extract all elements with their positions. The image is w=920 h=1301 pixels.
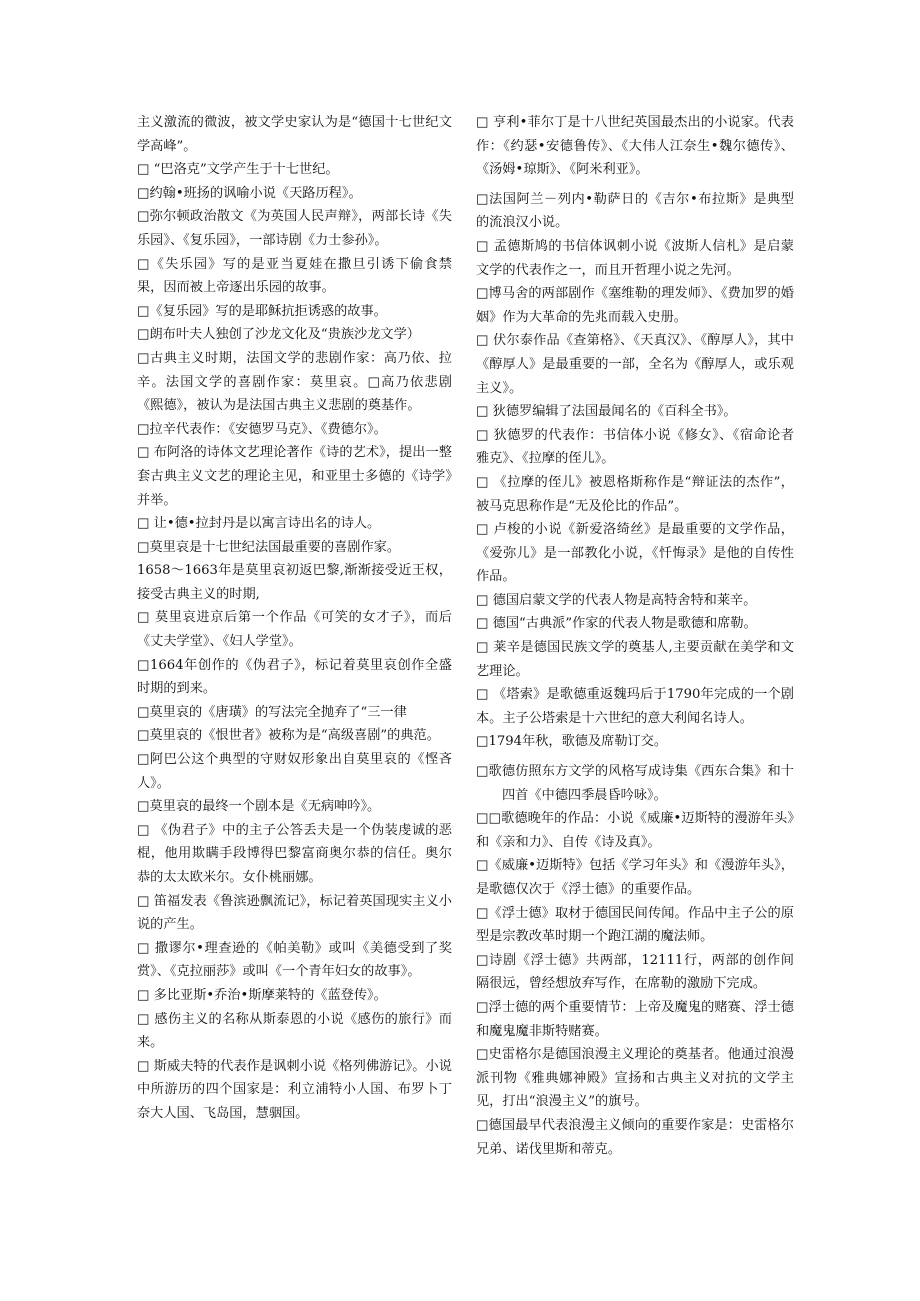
paragraph: □ “巴洛克”文学产生于十七世纪。 [137,162,339,178]
paragraph: □ 《拉摩的侄儿》被恩格斯称作是“辩证法的杰作”，被马克思称作是“无及伦比的作品”。 [476,474,794,514]
paragraph: □朗布叶夫人独创了沙龙文化及“贵族沙龙文学） [137,327,420,343]
paragraph: □1794年秋，歌德及席勒订交。 [476,734,668,750]
paragraph: □ 亨利•菲尔丁是十八世纪英国最杰出的小说家。代表作：《约瑟•安德鲁传》、《大伟人江奈生•魏尔德传》、《汤姆•琼斯》、《阿米利亚》。 [476,115,794,178]
paragraph: □ 德国启蒙文学的代表人物是高特舍特和莱辛。 [476,592,757,608]
paragraph: □ 孟德斯鸠的书信体讽刺小说《波斯人信札》是启蒙文学的代表作之一，而且开哲理小说之先河。 [476,238,794,278]
paragraph: 1658～1663年是莫里哀初返巴黎,渐渐接受近王权，接受古典主义的时期, [137,563,452,602]
paragraph: □史雷格尔是德国浪漫主义理论的奠基者。他通过浪漫派刊物《雅典娜神殿》宣扬和古典主义对抗的文学主见，打出“浪漫主义”的旗号。 [476,1047,794,1110]
paragraph: □ 笛福发表《鲁滨逊飘流记》，标记着英国现实主义小说的产生。 [137,893,452,933]
paragraph: □莫里哀的最终一个剧本是《无病呻吟》。 [137,799,381,815]
paragraph: □拉辛代表作：《安德罗马克》、《费德尔》。 [137,421,387,437]
paragraph: □ 狄德罗的代表作：书信体小说《修女》、《宿命论者雅克》、《拉摩的侄儿》。 [476,427,794,467]
paragraph: □ 《塔索》是歌德重返魏玛后于1790年完成的一个剧本。主子公塔索是十六世纪的意大利闻名诗人。 [476,687,794,726]
paragraph: □ 狄德罗编辑了法国最闻名的《百科全书》。 [476,404,737,420]
paragraph: □莫里哀是十七世纪法国最重要的喜剧作家。 [137,539,401,555]
paragraph: □ 伏尔泰作品《查第格》、《天真汉》、《醇厚人》，其中《醇厚人》是最重要的一部，全名为《醇厚人，或乐观主义》。 [476,333,794,396]
paragraph: □ 德国“古典派”作家的代表人物是歌德和席勒。 [476,616,757,632]
paragraph: □ 莫里哀进京后第一个作品《可笑的女才子》，而后《丈夫学堂》、《妇人学堂》。 [137,610,452,650]
paragraph: □ 莱辛是德国民族文学的奠基人,主要贡献在美学和文艺理论。 [476,640,794,679]
paragraph: □法国阿兰－列内•勒萨日的《吉尔•布拉斯》是典型的流浪汉小说。 [476,191,794,231]
paragraph: □ 斯威夫特的代表作是讽刺小说《格列佛游记》。小说中所游历的四个国家是：利立浦特小人国、布罗卜丁奈大人国、飞岛国，慧骃国。 [137,1058,452,1121]
paragraph: □《失乐园》写的是亚当夏娃在撒旦引诱下偷食禁果，因而被上帝逐出乐园的故事。 [137,256,452,296]
paragraph: □《浮士德》取材于德国民间传闻。作品中主子公的原型是宗教改革时期一个跑江湖的魔法师。 [476,905,794,945]
paragraph: □约翰•班扬的讽喻小说《天路历程》。 [137,185,362,201]
paragraph: □莫里哀的《恨世者》被称为是“高级喜剧”的典范。 [137,728,440,744]
paragraph: □□歌德晚年的作品：小说《威廉•迈斯特的漫游年头》和《亲和力》、自传《诗及真》。 [476,811,794,850]
paragraph: □浮士德的两个重要情节：上帝及魔鬼的赌赛、浮士德和魔鬼魔非斯特赌赛。 [476,999,794,1039]
paragraph: □歌德仿照东方文学的风格写成诗集《西东合集》和十四首《中德四季晨昏吟咏》。 [476,764,794,803]
paragraph: □博马舍的两部剧作《塞维勒的理发师》、《费加罗的婚姻》作为大革命的先兆而载入史册。 [476,286,794,325]
paragraph: □ 卢梭的小说《新爱洛绮丝》是最重要的文学作品，《爱弥儿》是一部教化小说，《忏悔录》是他的自传性作品。 [476,522,794,585]
paragraph: □莫里哀的《唐璜》的写法完全抛弃了“三一律 [137,704,407,720]
paragraph: □《威廉•迈斯特》包括《学习年头》和《漫游年头》，是歌德仅次于《浮士德》的重要作品。 [476,858,794,897]
paragraph: □ 多比亚斯•乔治•斯摩莱特的《蓝登传》。 [137,987,387,1003]
left-column [137,111,452,1126]
paragraph: □《复乐园》写的是耶稣抗拒诱惑的故事。 [137,303,387,319]
paragraph: □ 让•德•拉封丹是以寓言诗出名的诗人。 [137,516,381,532]
paragraph: □ 感伤主义的名称从斯泰恩的小说《感伤的旅行》而来。 [137,1011,452,1051]
paragraph: □ 撒谬尔•理查逊的《帕美勒》或叫《美德受到了奖赏》、《克拉丽莎》或叫《一个青年妇女的故事》。 [137,940,452,980]
paragraph: □古典主义时期，法国文学的悲剧作家：高乃依、拉辛。法国文学的喜剧作家：莫里哀。□高乃依悲剧《熙德》，被认为是法国古典主义悲剧的奠基作。 [137,350,452,414]
paragraph: 主义激流的微波，被文学史家认为是“德国十七世纪文学高峰”。 [137,115,452,154]
paragraph: □阿巴公这个典型的守财奴形象出自莫里哀的《悭吝人》。 [137,752,452,791]
paragraph: □1664年创作的《伪君子》，标记着莫里哀创作全盛时期的到来。 [137,657,452,697]
paragraph: □德国最早代表浪漫主义倾向的重要作家是：史雷格尔兄弟、诺伐里斯和蒂克。 [476,1117,794,1157]
paragraph: □ 布阿洛的诗体文艺理论著作《诗的艺术》，提出一整套古典主义文艺的理论主见，和亚里士多德的《诗学》并举。 [137,445,452,508]
paragraph: □诗剧《浮士德》共两部，12111行，两部的创作间隔很远，曾经想放弃写作，在席勒的激励下完成。 [476,952,794,992]
paragraph: □弥尔顿政治散文《为英国人民声辩》，两部长诗《失乐园》、《复乐园》，一部诗剧《力士参孙》。 [137,209,452,248]
paragraph: □ 《伪君子》中的主子公答丢夫是一个伪装虔诚的恶棍，他用欺瞒手段博得巴黎富商奥尔恭的信任。奥尔恭的太太欧米尔。女仆桃丽娜。 [137,822,452,885]
right-column [476,111,794,1161]
